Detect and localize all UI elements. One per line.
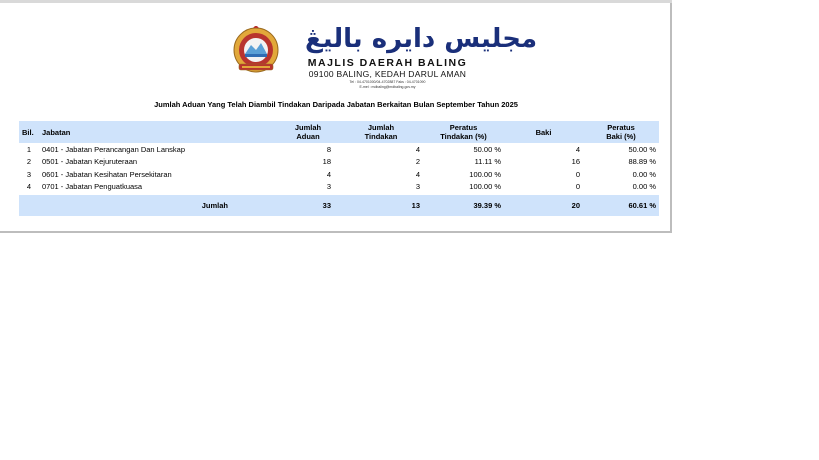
col-header-jabatan: Jabatan — [39, 121, 231, 143]
council-crest-logo — [231, 26, 281, 76]
council-address: 09100 BALING, KEDAH DARUL AMAN — [308, 69, 467, 79]
cell-bil: 1 — [26, 144, 32, 154]
col-header-baki: Baki — [504, 121, 583, 143]
council-name: MAJLIS DAERAH BALING — [307, 57, 468, 69]
report-page — [0, 0, 672, 233]
cell-tindakan: 4 — [415, 169, 420, 179]
cell-aduan: 3 — [326, 182, 331, 192]
council-phone: Tel : 04-4701000/04-4702887 Faks : 04-4701090 — [349, 80, 426, 84]
council-email: E-mel : mdbaling@mdbaling.gov.my — [359, 85, 416, 89]
table-row — [19, 168, 659, 181]
cell-jabatan: 0601 - Jabatan Kesihatan Persekitaran — [42, 169, 172, 179]
page-top-edge — [0, 0, 672, 3]
table-row — [19, 181, 659, 195]
cell-peratus-baki: 0.00 % — [632, 169, 656, 179]
col-header-text: Jumlah — [294, 123, 322, 132]
cell-aduan: 8 — [326, 144, 331, 154]
cell-tindakan: 4 — [415, 144, 420, 154]
cell-jabatan: 0401 - Jabatan Perancangan Dan Lanskap — [42, 144, 186, 154]
cell-peratus-baki: 88.89 % — [628, 157, 656, 167]
table-row — [19, 156, 659, 169]
total-label: Jumlah — [19, 194, 231, 216]
col-header-bil: Bil. — [19, 121, 39, 143]
cell-aduan: 4 — [326, 169, 331, 179]
total-aduan: 33 — [231, 194, 334, 216]
col-header-text: Tindakan — [364, 132, 398, 141]
table-total-row — [19, 194, 659, 216]
cell-aduan: 18 — [322, 157, 331, 167]
complaints-table — [19, 121, 659, 216]
arabic-council-name: مجليس دايره باليڠ — [305, 24, 538, 54]
total-tindakan: 13 — [334, 194, 423, 216]
cell-jabatan: 0701 - Jabatan Penguatkuasa — [42, 182, 143, 192]
col-header-text: Peratus — [607, 123, 635, 132]
cell-baki: 16 — [571, 157, 580, 167]
table-row — [19, 143, 659, 156]
cell-baki: 0 — [575, 182, 580, 192]
col-header-text: Jumlah — [367, 123, 395, 132]
col-header-text: Peratus — [449, 123, 478, 132]
col-header-jumlah-aduan — [231, 121, 334, 143]
cell-peratus-tindakan: 100.00 % — [469, 182, 501, 192]
cell-baki: 4 — [575, 144, 580, 154]
col-header-text: Baki (%) — [606, 132, 636, 141]
cell-peratus-baki: 50.00 % — [628, 144, 656, 154]
col-header-text: Aduan — [296, 132, 320, 141]
cell-peratus-tindakan: 100.00 % — [469, 169, 501, 179]
cell-bil: 3 — [26, 169, 32, 179]
cell-peratus-baki: 0.00 % — [632, 182, 656, 192]
total-peratus-tindakan: 39.39 % — [423, 194, 504, 216]
col-header-text: Tindakan (%) — [440, 132, 487, 141]
cell-bil: 4 — [26, 182, 32, 192]
total-baki: 20 — [504, 194, 583, 216]
cell-bil: 2 — [26, 157, 32, 167]
cell-tindakan: 3 — [415, 182, 420, 192]
cell-peratus-tindakan: 11.11 % — [474, 157, 501, 167]
cell-tindakan: 2 — [415, 157, 420, 167]
cell-baki: 0 — [575, 169, 580, 179]
report-title: Jumlah Aduan Yang Telah Diambil Tindakan Daripada Jabatan Berkaitan Bulan September Tahun 2025 — [154, 100, 518, 109]
table-header-row — [19, 121, 659, 143]
cell-peratus-tindakan: 50.00 % — [473, 144, 501, 154]
total-peratus-baki: 60.61 % — [583, 194, 659, 216]
col-header-jumlah-tindakan — [334, 121, 423, 143]
cell-jabatan: 0501 - Jabatan Kejuruteraan — [42, 157, 138, 167]
col-header-peratus-baki — [583, 121, 659, 143]
col-header-peratus-tindakan — [423, 121, 504, 143]
